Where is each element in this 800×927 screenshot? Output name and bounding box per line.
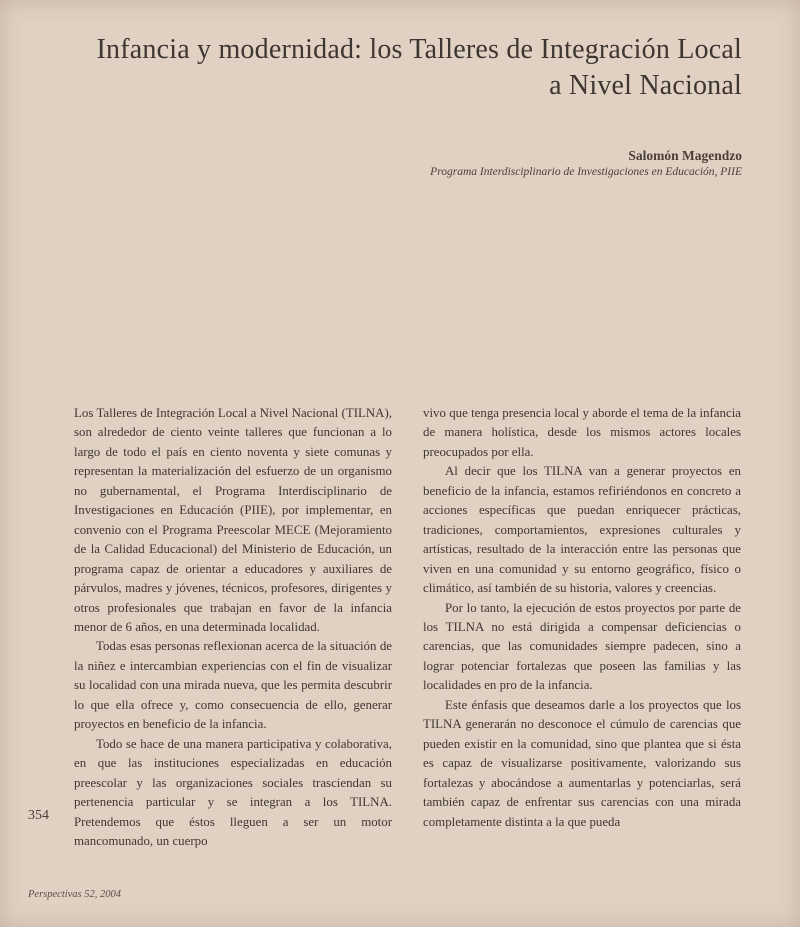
paragraph: Al decir que los TILNA van a generar proyectos en beneficio de la infancia, estamos refiriéndonos en concreto a acciones específicas que puedan enriquecer prácticas, tradiciones, comportamientos, expresiones culturales y artísticas, resultado de la interacción entre las personas que viven en una comunidad y su entorno geográfico, físico o climático, así también de su historia, valores y creencias.: [423, 464, 741, 596]
title-line-1: Infancia y modernidad: los Talleres de Integración Local: [96, 34, 742, 65]
author-affiliation: Programa Interdisciplinario de Investigaciones en Educación, PIIE: [430, 166, 742, 178]
paragraph: Todo se hace de una manera participativa y colaborativa, en que las instituciones especializadas en educación preescolar y las organizaciones sociales trasciendan su pertenencia particular y se integran a los TILNA. Pretendemos que éstos lleguen a ser un motor mancomunado, un cuerpo: [74, 736, 392, 848]
paragraph: Los Talleres de Integración Local a Nivel Nacional (TILNA), son alrededor de ciento veinte talleres que funcionan a lo largo de todo el país en ciento noventa y siete comunas y representan la materialización del esfuerzo de un organismo no gubernamental, el Programa Interdisciplinario de Investigaciones en Educación (PIIE), por implementar, en convenio con el Programa Preescolar MECE (Mejoramiento de la Calidad Educacional) del Ministerio de Educación, un programa capaz de orientar a educadores y auxiliares de párvulos, madres y jóvenes, técnicos, profesores, dirigentes y otros profesionales que trabajan en favor de la infancia menor de 6 años, en una determinada localidad.: [74, 406, 392, 634]
title-line-2: a Nivel Nacional: [549, 70, 742, 101]
body-column-right: [423, 404, 741, 832]
paragraph: Este énfasis que deseamos darle a los proyectos que los TILNA generarán no desconoce el cúmulo de carencias que pueden existir en la comunidad, sino que plantea que si ésta es capaz de visualizarse positivamente, valorizando sus fortalezas y abocándose a aumentarlas y potenciarlas, será también capaz de enfrentar sus carencias con una mirada completamente distinta a la que pueda: [423, 697, 741, 829]
article-title: [97, 32, 742, 104]
body-column-left: [74, 404, 392, 851]
paragraph: vivo que tenga presencia local y aborde el tema de la infancia de manera holística, desde los mismos actores locales preocupados por ella.: [423, 406, 741, 459]
running-footer: Perspectivas 52, 2004: [28, 889, 122, 900]
author-name: Salomón Magendzo: [628, 148, 742, 163]
page-number: 354: [28, 808, 49, 823]
paragraph: Todas esas personas reflexionan acerca de la situación de la niñez e intercambian experiencias con el fin de visualizar su localidad con una mirada nueva, que les permita descubrir lo que ella ofrece y, como consecuencia de ello, generar proyectos en beneficio de la infancia.: [74, 639, 392, 732]
paragraph: Por lo tanto, la ejecución de estos proyectos por parte de los TILNA no está dirigida a compensar deficiencias o carencias, que las comunidades siempre padecen, sino a lograr potenciar fortalezas que poseen las familias y las localidades en pro de la infancia.: [423, 600, 741, 693]
